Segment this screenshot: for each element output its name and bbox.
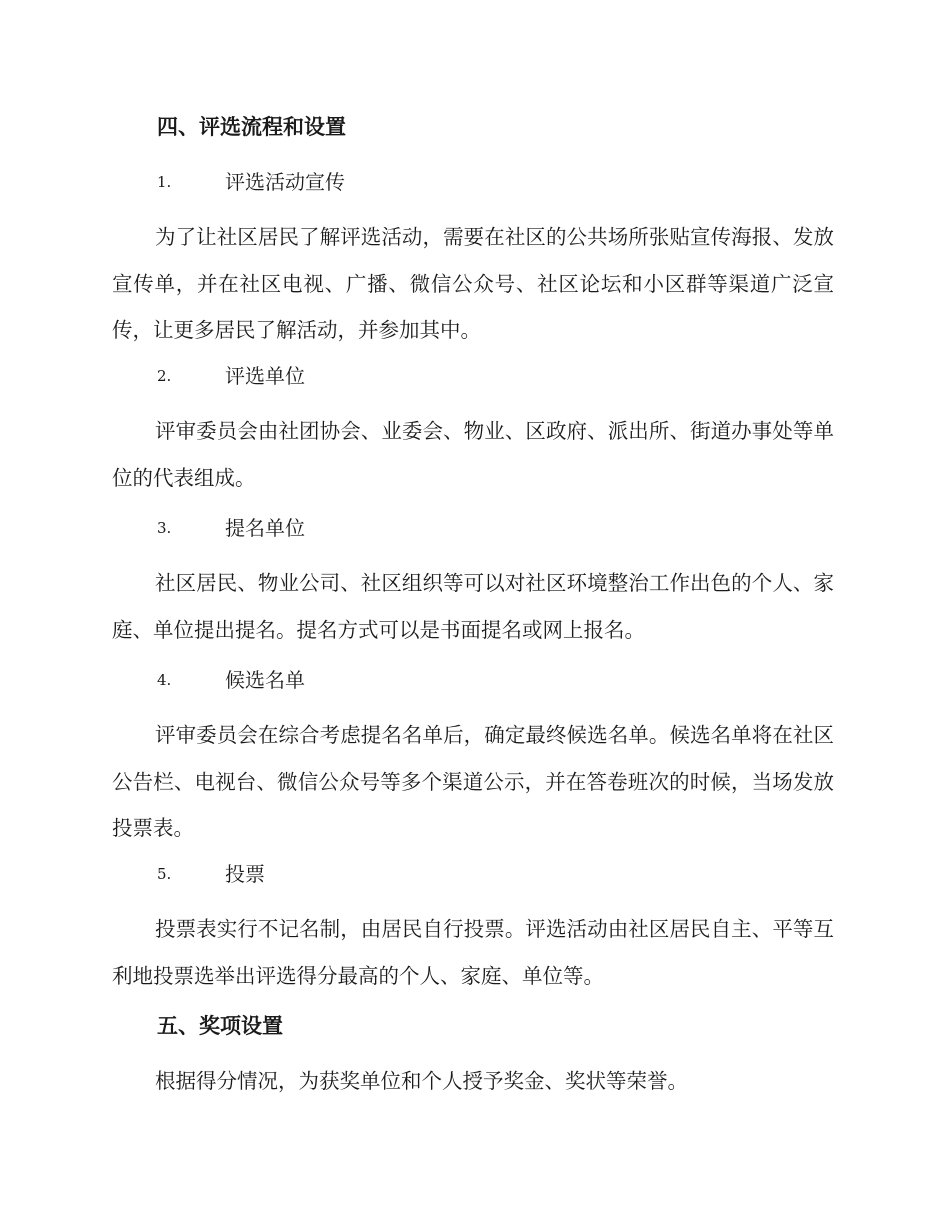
- paragraph: 为了让社区居民了解评选活动，需要在社区的公共场所张贴宣传海报、发放宣传单，并在社区电视、广播、微信公众号、社区论坛和小区群等渠道广泛宣传，让更多居民了解活动，并参加其中。: [112, 225, 834, 342]
- section-heading: 五、奖项设置: [157, 1013, 283, 1038]
- item-title: 投票: [225, 862, 265, 886]
- item-number: 2.: [157, 367, 172, 385]
- item-number: 1.: [157, 173, 172, 191]
- paragraph: 评审委员会在综合考虑提名名单后，确定最终候选名单。候选名单将在社区公告栏、电视台、微信公众号等多个渠道公示，并在答卷班次的时候，当场发放投票表。: [112, 723, 834, 840]
- item-number: 3.: [157, 519, 172, 537]
- section-heading: 四、评选流程和设置: [157, 114, 346, 139]
- paragraph: 投票表实行不记名制，由居民自行投票。评选活动由社区居民自主、平等互利地投票选举出评选得分最高的个人、家庭、单位等。: [112, 917, 834, 988]
- item-number: 5.: [157, 865, 172, 883]
- item-title: 提名单位: [225, 516, 305, 540]
- paragraph: 评审委员会由社团协会、业委会、物业、区政府、派出所、街道办事处等单位的代表组成。: [112, 419, 834, 490]
- paragraph: 社区居民、物业公司、社区组织等可以对社区环境整治工作出色的个人、家庭、单位提出提名。提名方式可以是书面提名或网上报名。: [112, 571, 834, 642]
- item-title: 候选名单: [225, 668, 305, 692]
- item-number: 4.: [157, 671, 172, 689]
- item-title: 评选单位: [225, 364, 305, 388]
- paragraph: 根据得分情况，为获奖单位和个人授予奖金、奖状等荣誉。: [155, 1069, 688, 1093]
- item-title: 评选活动宣传: [225, 170, 345, 194]
